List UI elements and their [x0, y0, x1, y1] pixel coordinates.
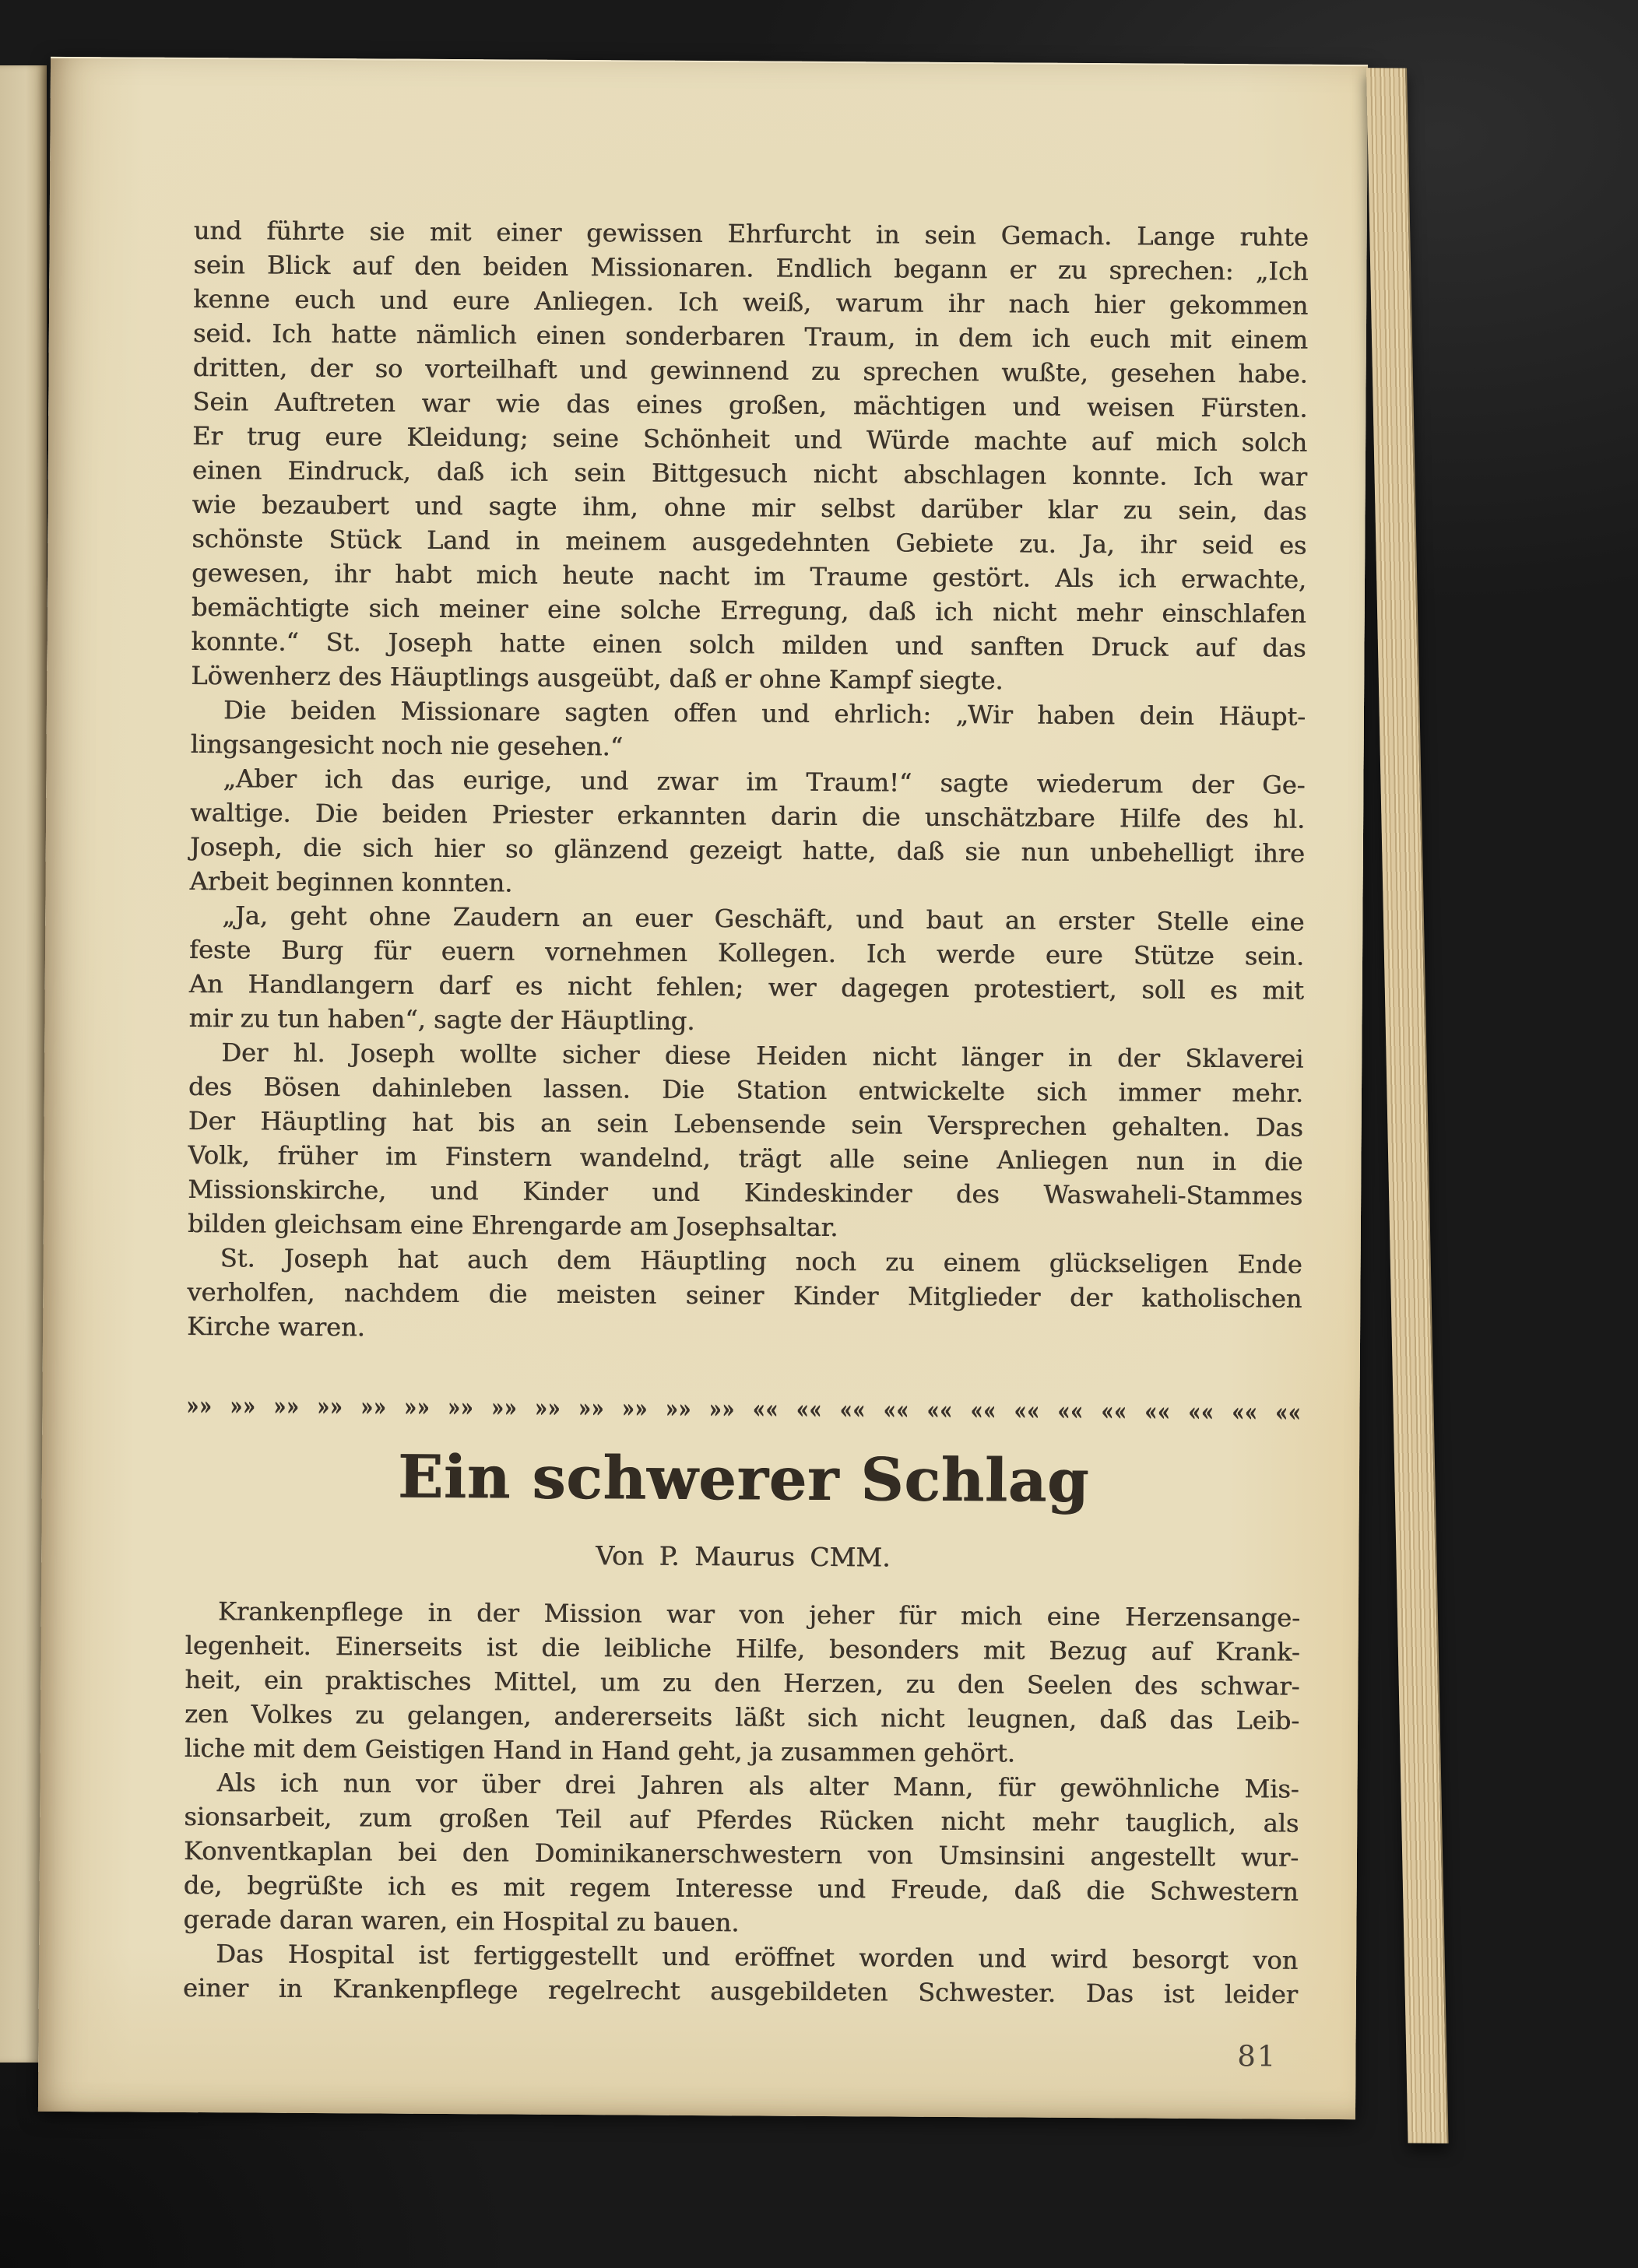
text-line: kenne euch und eure Anliegen. Ich weiß, warum ihr nach hier gekommen	[193, 283, 1309, 321]
text-line: und führte sie mit einer gewissen Ehrfurcht in sein Gemach. Lange ruhte	[193, 215, 1309, 252]
text-line: des Bösen dahinleben lassen. Die Station entwickelte sich immer mehr.	[188, 1071, 1304, 1108]
text-line: sein Blick auf den beiden Missionaren. Endlich begann er zu sprechen: „Ich	[193, 249, 1309, 286]
paragraph	[188, 898, 1304, 1042]
text-line: „Ja, geht ohne Zaudern an euer Geschäft, und baut an erster Stelle eine	[222, 901, 1305, 937]
text-line: Krankenpflege in der Mission war von jeher für mich eine Herzensange-	[217, 1596, 1300, 1633]
text-line: Missionskirche, und Kinder und Kindeskinder des Waswaheli-Stammes	[188, 1174, 1303, 1211]
text-line: heit, ein praktisches Mittel, um zu den Herzen, zu den Seelen des schwar-	[185, 1664, 1300, 1701]
article-byline: Von P. Maurus CMM.	[596, 1540, 891, 1573]
text-line: schönste Stück Land in meinem ausgedehnten Gebiete zu. Ja, ihr seid es	[192, 523, 1307, 560]
paragraph	[183, 1765, 1299, 1943]
text-line: feste Burg für euern vornehmen Kollegen. Ich werde eure Stütze sein.	[188, 934, 1305, 971]
text-line: wie bezaubert und sagte ihm, ohne mir selbst darüber klar zu sein, das	[192, 489, 1307, 526]
continuation-text	[187, 213, 1309, 1350]
text-line: waltige. Die beiden Priester erkannten darin die unschätzbare Hilfe des hl.	[190, 797, 1306, 834]
text-line: bilden gleichsam eine Ehrengarde am Josephsaltar.	[187, 1208, 838, 1243]
text-line: konnte.“ St. Joseph hatte einen solch milden und sanften Druck auf das	[191, 626, 1306, 663]
paragraph	[187, 1241, 1302, 1350]
text-line: verholfen, nachdem die meisten seiner Kinder Mitglieder der katholischen	[187, 1276, 1302, 1314]
text-line: Kirche waren.	[187, 1311, 365, 1343]
book-page	[38, 57, 1368, 2119]
text-line: Der hl. Joseph wollte sicher diese Heiden nicht länger in der Sklaverei	[221, 1037, 1304, 1074]
text-line: gewesen, ihr habt mich heute nacht im Traume gestört. Als ich erwachte,	[191, 557, 1307, 595]
text-line: An Handlangern darf es nicht fehlen; wer dagegen protestiert, soll es mit	[188, 968, 1304, 1006]
text-line: Als ich nun vor über drei Jahren als alter Mann, für gewöhnliche Mis-	[216, 1768, 1299, 1804]
paragraph	[188, 1035, 1304, 1248]
book-fore-edge	[1366, 68, 1449, 2143]
text-line: de, begrüßte ich es mit regem Interesse und Freude, daß die Schwestern	[183, 1870, 1299, 1907]
text-line: seid. Ich hatte nämlich einen sonderbaren Traum, in dem ich euch mit einem	[192, 318, 1309, 355]
text-line: mir zu tun haben“, sagte der Häuptling.	[188, 1002, 695, 1036]
text-line: liche mit dem Geistigen Hand in Hand geht, ja zusammen gehört.	[184, 1733, 1015, 1768]
divider-ornament: »» »» »» »» »» »» »» »» »» »» »» »» »» «« «« «« «« «« «« «« «« «« «« «« «« ««	[186, 1391, 1302, 1427]
paragraph	[191, 693, 1306, 768]
text-line: einer in Krankenpflege regelrecht ausgebildeten Schwester. Das ist leider	[182, 1972, 1299, 2010]
text-line: Sein Auftreten war wie das eines großen, mächtigen und weisen Fürsten.	[192, 386, 1308, 423]
text-line: zen Volkes zu gelangen, andererseits läßt sich nicht leugnen, daß das Leib-	[184, 1698, 1300, 1736]
text-line: gerade daran waren, ein Hospital zu bauen.	[183, 1904, 740, 1938]
text-line: einen Eindruck, daß ich sein Bittgesuch nicht abschlagen konnte. Ich war	[192, 455, 1307, 492]
text-line: sionsarbeit, zum großen Teil auf Pferdes Rücken nicht mehr tauglich, als	[184, 1801, 1299, 1838]
text-line: Volk, früher im Finstern wandelnd, trägt alle seine Anliegen nun in die	[188, 1139, 1303, 1177]
paragraph	[185, 1594, 1300, 1772]
article-title: Ein schwerer Schlag	[397, 1441, 1090, 1516]
paragraph	[183, 1936, 1299, 2012]
page-number: 81	[1237, 2039, 1278, 2073]
text-line: Die beiden Missionare sagten offen und ehrlich: „Wir haben dein Häupt-	[223, 695, 1306, 732]
text-line: Arbeit beginnen konnten.	[189, 865, 513, 898]
text-line: Konventkaplan bei den Dominikanerschwestern von Umsinsini angestellt wur-	[183, 1835, 1299, 1873]
paragraph	[189, 761, 1305, 905]
text-line: Joseph, die sich hier so glänzend gezeigt hatte, daß sie nun unbehelligt ihre	[189, 831, 1305, 869]
text-line: Der Häuptling hat bis an sein Lebensende sein Versprechen gehalten. Das	[188, 1105, 1303, 1143]
text-line: Das Hospital ist fertiggestellt und eröffnet worden und wird besorgt von	[216, 1939, 1299, 1975]
text-line: lingsangesicht noch nie gesehen.“	[190, 728, 624, 762]
text-line: dritten, der so vorteilhaft und gewinnend zu sprechen wußte, gesehen habe.	[192, 352, 1308, 389]
text-line: Löwenherz des Häuptlings ausgeübt, daß er ohne Kampf siegte.	[191, 660, 1004, 696]
paragraph	[191, 213, 1309, 700]
text-line: St. Joseph hat auch dem Häuptling noch zu einem glückseligen Ende	[220, 1243, 1302, 1280]
text-line: bemächtigte sich meiner eine solche Erregung, daß ich nicht mehr einschlafen	[191, 592, 1306, 629]
article-body	[183, 1594, 1300, 2012]
text-line: legenheit. Einerseits ist die leibliche Hilfe, besonders mit Bezug auf Krank-	[185, 1630, 1300, 1667]
text-block	[183, 213, 1309, 2012]
text-line: „Aber ich das eurige, und zwar im Traum!“ sagte wiederum der Ge-	[223, 764, 1306, 800]
text-line: Er trug eure Kleidung; seine Schönheit und Würde machte auf mich solch	[192, 420, 1308, 458]
